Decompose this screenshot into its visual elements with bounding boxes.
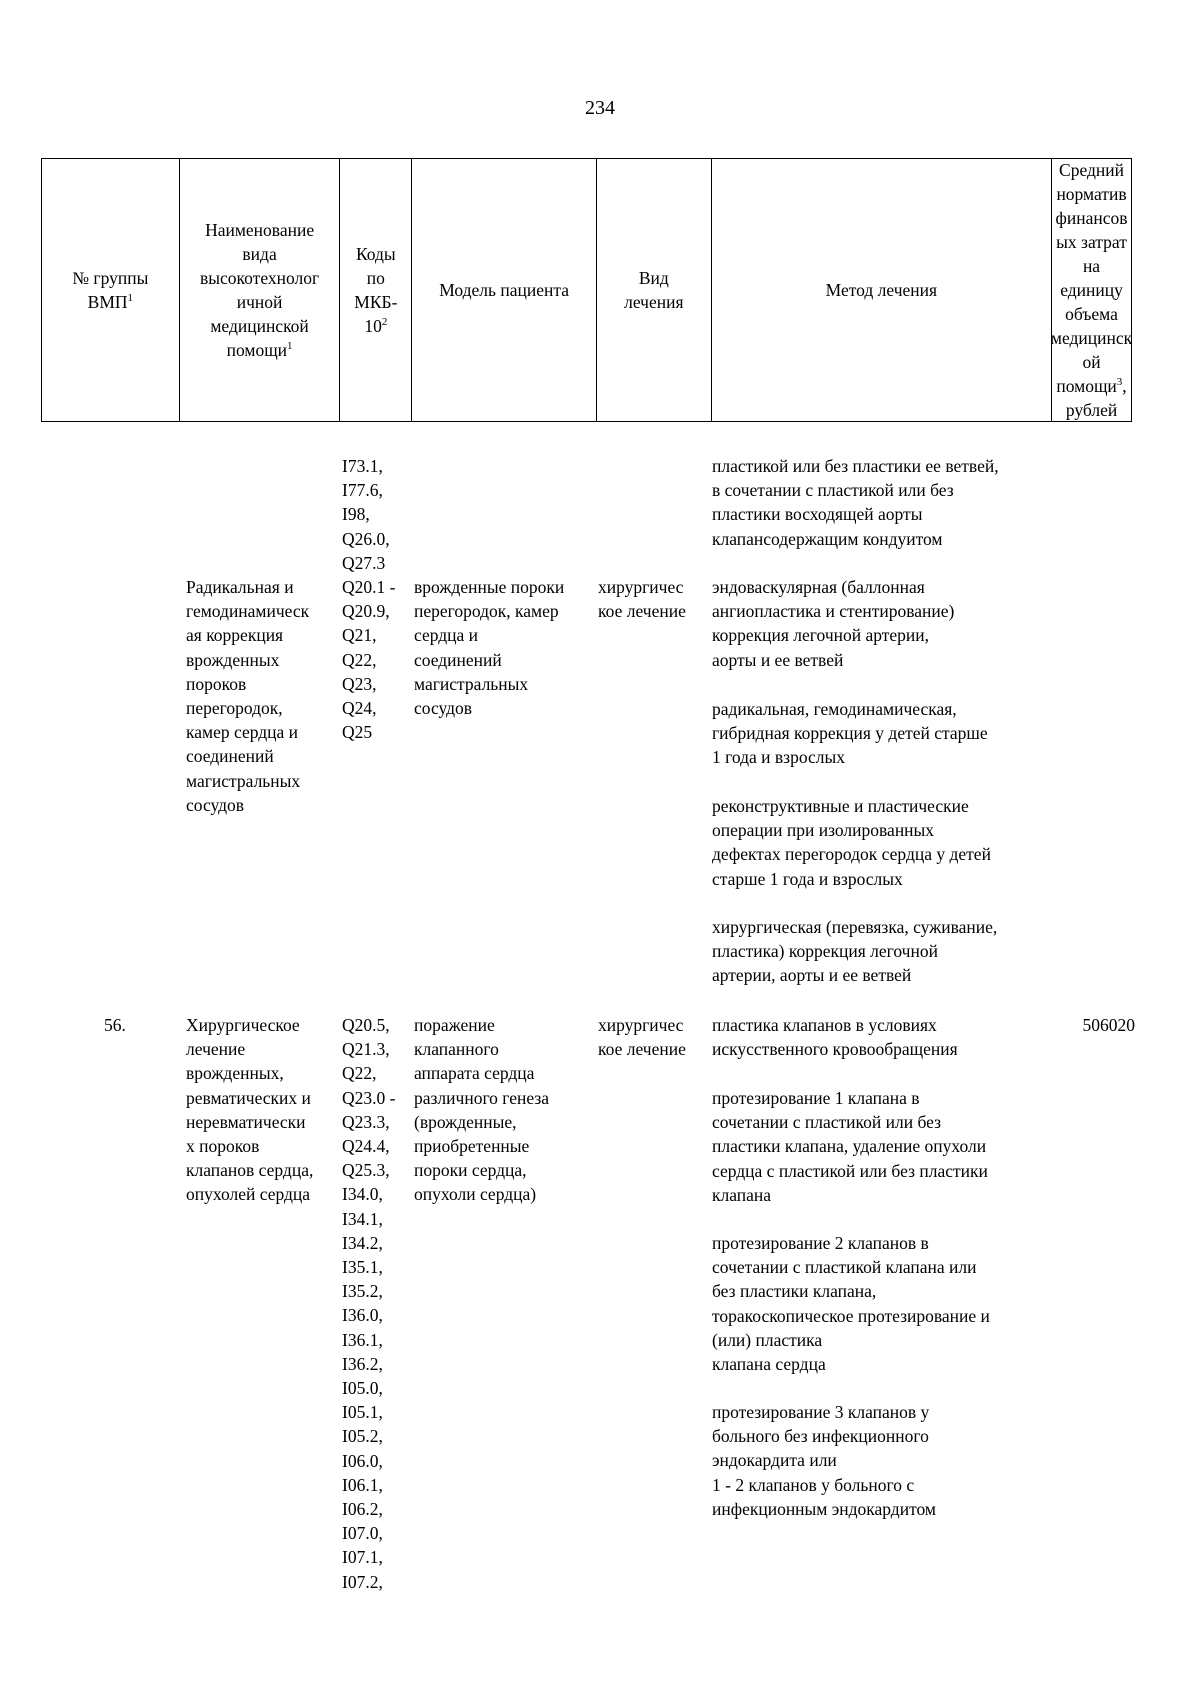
continuation-method: пластикой или без пластики ее ветвей, в сочетании с пластикой или без пластики восходящей аорты клапансодержащим кондуитом bbox=[712, 456, 999, 549]
row-56-avg-cost: 506020 bbox=[1082, 1015, 1135, 1035]
header-vmp-name: Наименование вида высокотехнолог ичной медицинской помощи$^1$ bbox=[180, 159, 341, 421]
page-number: 234 bbox=[585, 97, 615, 119]
header-avg-cost: Средний норматив финансов ых затрат на единицу объема медицинск ой помощи$^3$, рублей bbox=[1050, 160, 1133, 420]
row-56-icd-codes: Q20.5, Q21.3, Q22, Q23.0 - Q23.3, Q24.4, Q25.3, I34.0, I34.1, I34.2, I35.1, I35.2, I36.0, I36.1, I36.2, I05.0, I05.1, I05.2, I06.0, I06.1, I06.2, I07.0, I07.1, I07.2, bbox=[342, 1015, 396, 1592]
header-treatment-type: Вид лечения bbox=[597, 159, 712, 421]
radical-method-4: хирургическая (перевязка, суживание, пластика) коррекция легочной артерии, аорты и ее ветвей bbox=[712, 917, 998, 986]
row-56-method-3: протезирование 2 клапанов в сочетании с пластикой клапана или без пластики клапана, торакоскопическое протезирование и (или) пластика клапана сердца bbox=[712, 1233, 990, 1375]
radical-method-3: реконструктивные и пластические операции при изолированных дефектах перегородок сердца у детей старше 1 года и взрослых bbox=[712, 796, 991, 889]
radical-method-1: эндоваскулярная (баллонная ангиопластика и стентирование) коррекция легочной артерии, аорты и ее ветвей bbox=[712, 577, 955, 670]
radical-icd-codes: Q20.1 - Q20.9, Q21, Q22, Q23, Q24, Q25 bbox=[342, 577, 396, 743]
radical-treatment-type: хирургичес кое лечение bbox=[598, 577, 686, 622]
row-56-number: 56. bbox=[104, 1015, 126, 1035]
continuation-codes: I73.1, I77.6, I98, Q26.0, Q27.3 bbox=[342, 456, 390, 573]
radical-patient-model: врожденные пороки перегородок, камер сердца и соединений магистральных сосудов bbox=[414, 577, 565, 719]
header-treatment-method: Метод лечения bbox=[712, 159, 1052, 421]
row-56-patient-model: поражение клапанного аппарата сердца различного генеза (врожденные, приобретенные пороки сердца, опухоли сердца) bbox=[414, 1015, 550, 1205]
radical-vmp-name: Радикальная и гемодинамическ ая коррекция врожденных пороков перегородок, камер сердца и соединений магистральных сосудов bbox=[186, 577, 310, 815]
row-56-method-4: протезирование 3 клапанов у больного без инфекционного эндокардита или 1 - 2 клапанов у больного с инфекционным эндокардитом bbox=[712, 1402, 936, 1519]
row-56-method-2: протезирование 1 клапана в сочетании с пластикой или без пластики клапана, удаление опухоли сердца с пластикой или без пластики клапана bbox=[712, 1088, 988, 1205]
row-56-method-1: пластика клапанов в условиях искусственного кровообращения bbox=[712, 1015, 958, 1060]
row-56-treatment-type: хирургичес кое лечение bbox=[598, 1015, 686, 1060]
header-patient-model: Модель пациента bbox=[412, 159, 597, 421]
header-icd-codes: Коды по МКБ- $10^2$ bbox=[340, 159, 412, 421]
row-56-vmp-name: Хирургическое лечение врожденных, ревматических и неревматически х пороков клапанов сердца, опухолей сердца bbox=[186, 1015, 314, 1205]
header-group-no: № группы ВМП$^1$ bbox=[42, 159, 180, 421]
table-header bbox=[41, 158, 1132, 422]
radical-method-2: радикальная, гемодинамическая, гибридная коррекция у детей старше 1 года и взрослых bbox=[712, 699, 988, 768]
